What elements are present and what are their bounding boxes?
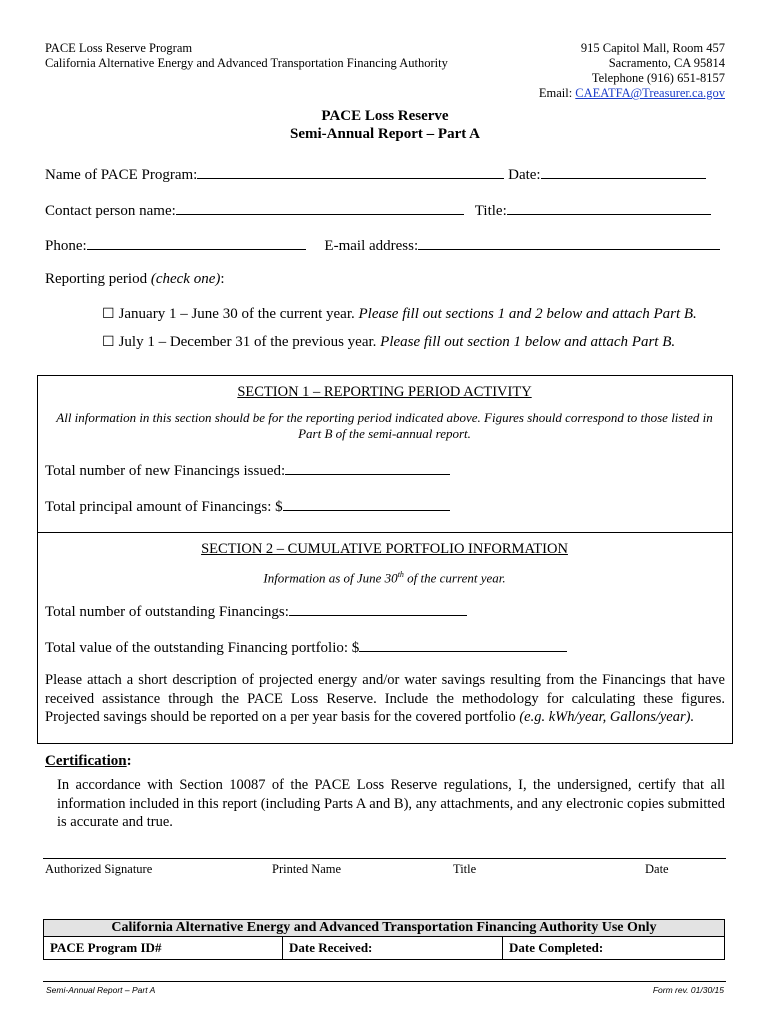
org-header [45, 41, 448, 71]
checkbox-first-half[interactable]: ☐ [102, 306, 115, 322]
address-line-2: Sacramento, CA 95814 [608, 56, 725, 70]
certification-title: Certification [45, 753, 127, 769]
program-id-cell[interactable]: PACE Program ID# [44, 937, 283, 960]
office-use-table-wrap [43, 919, 725, 960]
section-2-heading: SECTION 2 – CUMULATIVE PORTFOLIO INFORMATION [201, 541, 568, 557]
section-1-note: All information in this section should be for the reporting period indicated above. Figures should correspond to those listed in Part B of the semi-annual report. [56, 410, 713, 441]
title-field[interactable] [507, 200, 711, 215]
section-1-heading: SECTION 1 – REPORTING PERIOD ACTIVITY [237, 384, 532, 400]
certification-colon: : [126, 753, 132, 769]
savings-paragraph [45, 671, 725, 727]
program-name: PACE Loss Reserve Program [45, 41, 193, 55]
new-financings-label: Total number of new Financings issued: [45, 463, 286, 479]
signature-line[interactable] [43, 858, 726, 859]
outstanding-label: Total number of outstanding Financings: [45, 604, 289, 620]
email-field[interactable] [418, 235, 720, 250]
contact-field[interactable] [176, 200, 464, 215]
period-option-first-half[interactable] [102, 306, 697, 323]
phone-row [45, 235, 720, 255]
reporting-period-label [45, 271, 225, 288]
portfolio-value-row [45, 637, 567, 657]
program-name-label: Name of PACE Program: [45, 167, 198, 183]
principal-label: Total principal amount of Financings: $ [45, 499, 283, 515]
certification-text: In accordance with Section 10087 of the PACE Loss Reserve regulations, I, the undersigned, certify that all information included in this report (including Parts A and B), any attachments, and any electronic copies submitted is accurate and true. [57, 777, 725, 830]
phone-number: Telephone (916) 651-8157 [591, 71, 725, 85]
date-sig-label: Date [645, 862, 669, 876]
section-2-box [37, 532, 733, 744]
title-line-2: Semi-Annual Report – Part A [290, 126, 480, 142]
checkbox-second-half[interactable]: ☐ [102, 334, 115, 350]
title-label: Title: [474, 203, 507, 219]
footer-left: Semi-Annual Report – Part A [46, 985, 156, 995]
section-2-note-text: Information as of June 30 [263, 570, 398, 586]
footer-right: Form rev. 01/30/15 [652, 985, 724, 995]
office-use-fields-row [44, 937, 725, 960]
portfolio-value-field[interactable] [359, 637, 567, 652]
outstanding-field[interactable] [289, 601, 467, 616]
principal-row [45, 496, 450, 516]
period-option-2-note: Please fill out section 1 below and attach Part B. [380, 334, 676, 350]
date-field[interactable] [541, 164, 706, 179]
section-2-note-sup: th [397, 570, 404, 579]
date-label: Date: [508, 167, 541, 183]
contact-row [45, 200, 711, 220]
period-option-second-half[interactable] [102, 334, 675, 351]
address-line-1: 915 Capitol Mall, Room 457 [580, 41, 725, 55]
period-label: Reporting period [45, 271, 151, 287]
authority-name: California Alternative Energy and Advanced Transportation Financing Authority [45, 56, 448, 70]
phone-label: Phone: [45, 238, 87, 254]
period-option-1-text: January 1 – June 30 of the current year. [118, 306, 359, 322]
date-received-cell[interactable]: Date Received: [283, 937, 503, 960]
office-use-table [43, 919, 725, 960]
portfolio-value-label: Total value of the outstanding Financing portfolio: $ [45, 640, 360, 656]
email-field-label: E-mail address: [324, 238, 419, 254]
program-name-row [45, 164, 706, 184]
report-title [0, 107, 770, 143]
section-2-note-tail: of the current year. [403, 570, 506, 586]
savings-paragraph-example: (e.g. kWh/year, Gallons/year). [519, 709, 695, 725]
phone-field[interactable] [87, 235, 306, 250]
section-2-note [38, 567, 731, 586]
printed-name-label: Printed Name [272, 862, 342, 876]
program-name-field[interactable] [197, 164, 504, 179]
title-line-1: PACE Loss Reserve [321, 108, 449, 124]
period-option-1-note: Please fill out sections 1 and 2 below and attach Part B. [358, 306, 697, 322]
outstanding-row [45, 601, 467, 621]
principal-field[interactable] [283, 496, 450, 511]
office-use-heading-row [44, 920, 725, 937]
period-colon: : [220, 271, 225, 287]
certification-heading [45, 753, 132, 770]
authorized-signature-label: Authorized Signature [45, 862, 153, 876]
contact-label: Contact person name: [45, 203, 176, 219]
savings-paragraph-text: Please attach a short description of projected energy and/or water savings resulting from the Financings that have received assistance through the PACE Loss Reserve. Include the methodology for calculating these figures. Projected savings should be reported on a per year basis for the covered portfolio [45, 672, 725, 725]
footer-rule [43, 981, 726, 982]
email-link[interactable]: CAEATFA@Treasurer.ca.gov [575, 86, 725, 100]
period-option-2-text: July 1 – December 31 of the previous year. [118, 334, 381, 350]
section-1-box [37, 375, 733, 533]
new-financings-row [45, 460, 450, 480]
period-hint: (check one) [150, 271, 221, 287]
date-completed-cell[interactable]: Date Completed: [503, 937, 725, 960]
email-line [405, 86, 725, 101]
contact-block [405, 41, 725, 101]
title-sig-label: Title [453, 862, 477, 876]
email-prefix: Email: [538, 86, 576, 100]
new-financings-field[interactable] [285, 460, 450, 475]
office-use-heading: California Alternative Energy and Advanced Transportation Financing Authority Use Only [44, 920, 725, 937]
